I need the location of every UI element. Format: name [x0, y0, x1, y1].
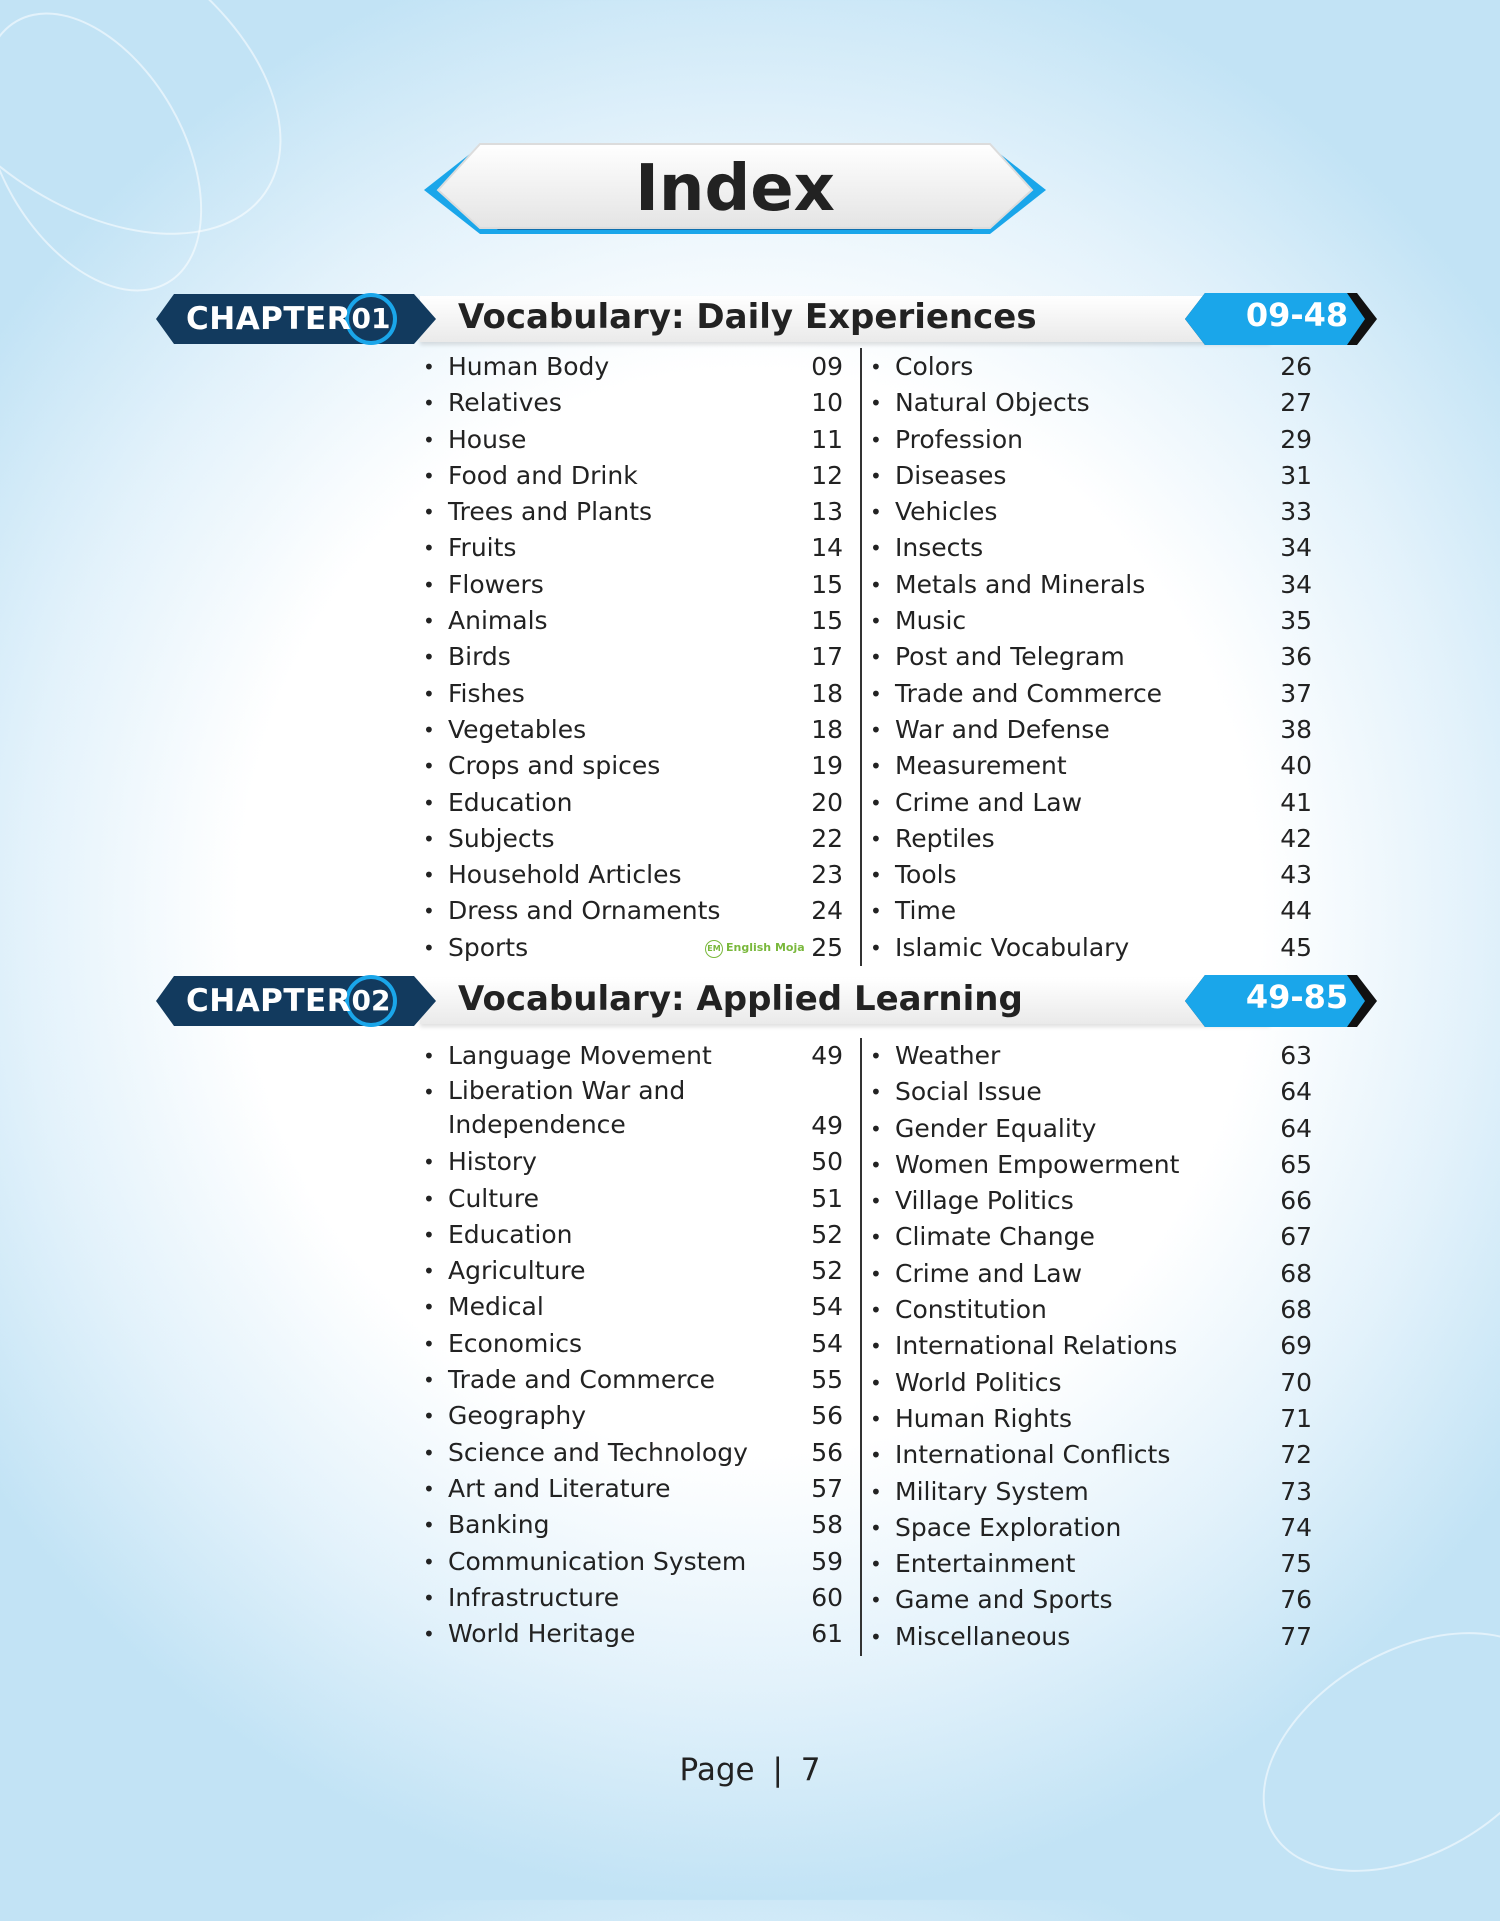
list-item[interactable]: • Tools 43 [870, 857, 1300, 893]
entry-label: Islamic Vocabulary [895, 932, 1130, 962]
list-item[interactable]: • International Relations 69 [870, 1328, 1300, 1364]
entry-label: World Politics [895, 1367, 1062, 1397]
entry-page: 11 [811, 424, 843, 454]
list-item[interactable]: • Human Body 09 [423, 349, 843, 385]
entry-page: 56 [811, 1401, 843, 1431]
list-item[interactable]: • Vehicles 33 [870, 494, 1300, 530]
entry-label: Household Articles [448, 860, 682, 890]
entry-label: International Conflicts [895, 1440, 1171, 1470]
list-item[interactable]: • Education 20 [423, 785, 843, 821]
entry-page: 75 [1280, 1549, 1312, 1579]
entry-label: Communication System [448, 1546, 747, 1576]
entry-label: Education [448, 1219, 573, 1249]
list-item[interactable]: • Space Exploration 74 [870, 1510, 1300, 1546]
list-item[interactable]: • Trade and Commerce 55 [423, 1362, 843, 1398]
chapter-number: 01 [351, 302, 391, 335]
list-item[interactable]: • Household Articles 23 [423, 857, 843, 893]
list-item[interactable]: • Sports 25 [423, 930, 843, 966]
entry-page: 52 [811, 1219, 843, 1249]
entry-page: 20 [811, 787, 843, 817]
page-separator: | [772, 1752, 783, 1788]
entry-label: Birds [448, 642, 511, 672]
list-item[interactable]: • Liberation War and Independence 49 [423, 1074, 843, 1144]
entry-label: Crime and Law [895, 1258, 1083, 1288]
entry-page: 37 [1280, 678, 1312, 708]
entry-page: 61 [811, 1619, 843, 1649]
list-item[interactable]: • Crime and Law 68 [870, 1256, 1300, 1292]
entry-label: House [448, 424, 527, 454]
entry-page: 41 [1280, 787, 1312, 817]
list-item[interactable]: • Crime and Law 41 [870, 785, 1300, 821]
entry-page: 26 [1280, 352, 1312, 381]
list-item[interactable]: • Profession 29 [870, 422, 1300, 458]
entry-label: Vegetables [448, 714, 587, 744]
chapter-bar-01 [150, 292, 1380, 346]
entry-label: Human Rights [895, 1403, 1072, 1433]
entry-page: 58 [811, 1510, 843, 1540]
list-item[interactable]: • Colors 26 [870, 349, 1300, 385]
entry-label: Insects [895, 533, 984, 563]
entry-page: 35 [1280, 606, 1312, 636]
page-range: 09-48 [1245, 296, 1349, 334]
list-item[interactable]: • Weather 63 [870, 1038, 1300, 1074]
list-item[interactable]: • Birds 17 [423, 639, 843, 675]
chapter-label: CHAPTER [186, 983, 352, 1019]
list-item[interactable]: • Relatives 10 [423, 385, 843, 421]
list-item[interactable]: • Fishes 18 [423, 676, 843, 712]
list-item[interactable]: • Post and Telegram 36 [870, 639, 1300, 675]
entry-label: Flowers [448, 569, 544, 599]
entry-page: 54 [811, 1292, 843, 1322]
entry-label: Infrastructure [448, 1582, 620, 1612]
entry-label: International Relations [895, 1331, 1178, 1361]
list-item[interactable]: • Language Movement 49 [423, 1038, 843, 1074]
entry-label: Education [448, 787, 573, 817]
entry-label: Culture [448, 1183, 540, 1213]
list-item[interactable]: • Geography 56 [423, 1398, 843, 1434]
entry-page: 34 [1280, 533, 1312, 563]
list-item[interactable]: • House 11 [423, 422, 843, 458]
entry-page: 43 [1280, 860, 1312, 890]
entry-page: 25 [811, 932, 843, 962]
entry-label: Vehicles [895, 497, 998, 527]
page-number: 7 [800, 1752, 821, 1788]
entry-page: 31 [1280, 460, 1312, 490]
list-item[interactable]: • World Heritage 61 [423, 1616, 843, 1652]
entry-page: 18 [811, 714, 843, 744]
list-item[interactable]: • Trade and Commerce 37 [870, 676, 1300, 712]
entry-page: 57 [811, 1473, 843, 1503]
entry-label: Agriculture [448, 1256, 586, 1286]
entry-page: 42 [1280, 823, 1312, 853]
entry-label: Sports [448, 932, 529, 962]
page-word: Page [679, 1752, 755, 1788]
chapter-01-left-list [423, 349, 843, 966]
entry-label: Women Empowerment [895, 1149, 1180, 1179]
entry-label: Social Issue [895, 1077, 1042, 1107]
entry-page: 17 [811, 642, 843, 672]
entry-page: 15 [811, 569, 843, 599]
entry-label: Animals [448, 606, 548, 636]
entry-label: Economics [448, 1328, 583, 1358]
entry-page: 40 [1280, 751, 1312, 781]
entry-label: Miscellaneous [895, 1621, 1071, 1651]
list-item[interactable]: • War and Defense 38 [870, 712, 1300, 748]
list-item[interactable]: • Miscellaneous 77 [870, 1619, 1300, 1655]
list-item[interactable]: • Village Politics 66 [870, 1183, 1300, 1219]
entry-page: 60 [811, 1582, 843, 1612]
entry-label: Human Body [448, 352, 610, 381]
entry-label: Game and Sports [895, 1585, 1113, 1615]
entry-page: 56 [811, 1437, 843, 1467]
entry-page: 69 [1280, 1331, 1312, 1361]
list-item[interactable]: • International Conflicts 72 [870, 1437, 1300, 1473]
list-item[interactable]: • Banking 58 [423, 1507, 843, 1543]
entry-label: Weather [895, 1041, 1001, 1070]
entry-page: 63 [1280, 1041, 1312, 1070]
list-item[interactable]: • Animals 15 [423, 603, 843, 639]
entry-page: 49 [811, 1111, 843, 1141]
entry-page: 49 [811, 1041, 843, 1070]
entry-page: 29 [1280, 424, 1312, 454]
entry-label: Banking [448, 1510, 550, 1540]
list-item[interactable]: • Communication System 59 [423, 1544, 843, 1580]
entry-label: Fishes [448, 678, 525, 708]
list-item[interactable]: • Music 35 [870, 603, 1300, 639]
list-item[interactable]: • Entertainment 75 [870, 1546, 1300, 1582]
list-item[interactable]: • Islamic Vocabulary 45 [870, 930, 1300, 966]
entry-label: Measurement [895, 751, 1067, 781]
entry-page: 68 [1280, 1295, 1312, 1325]
entry-label: Gender Equality [895, 1113, 1097, 1143]
entry-page: 77 [1280, 1621, 1312, 1651]
chapter-01-right-list [870, 349, 1312, 966]
list-item[interactable]: • Natural Objects 27 [870, 385, 1300, 421]
entry-label: Subjects [448, 823, 555, 853]
list-item[interactable]: • Measurement 40 [870, 748, 1300, 784]
entry-page: 74 [1280, 1512, 1312, 1542]
list-item[interactable]: • Military System 73 [870, 1474, 1300, 1510]
entry-label: Liberation War and Independence [448, 1076, 686, 1140]
chapter-02-right-list [870, 1038, 1312, 1655]
list-item[interactable]: • Infrastructure 60 [423, 1580, 843, 1616]
entry-label: War and Defense [895, 714, 1110, 744]
entry-label: Music [895, 606, 967, 636]
list-item[interactable]: • Fruits 14 [423, 530, 843, 566]
entry-label: Village Politics [895, 1186, 1074, 1216]
entry-label: Reptiles [895, 823, 995, 853]
entry-page: 64 [1280, 1077, 1312, 1107]
entry-label: Science and Technology [448, 1437, 748, 1467]
entry-page: 59 [811, 1546, 843, 1576]
entry-page: 65 [1280, 1149, 1312, 1179]
entry-label: Colors [895, 352, 974, 381]
list-item[interactable]: • Time 44 [870, 893, 1300, 929]
entry-label: Art and Literature [448, 1473, 671, 1503]
entry-page: 70 [1280, 1367, 1312, 1397]
entry-label: Food and Drink [448, 460, 638, 490]
entry-page: 71 [1280, 1403, 1312, 1433]
entry-page: 66 [1280, 1186, 1312, 1216]
watermark-logo-icon: EM [705, 940, 723, 958]
entry-label: Military System [895, 1476, 1089, 1506]
list-item[interactable]: • Vegetables 18 [423, 712, 843, 748]
entry-page: 23 [811, 860, 843, 890]
list-item[interactable]: • Subjects 22 [423, 821, 843, 857]
entry-label: Crime and Law [895, 787, 1083, 817]
entry-page: 33 [1280, 497, 1312, 527]
entry-page: 54 [811, 1328, 843, 1358]
entry-page: 18 [811, 678, 843, 708]
list-item[interactable]: • Diseases 31 [870, 458, 1300, 494]
entry-label: Crops and spices [448, 751, 661, 781]
list-item[interactable]: • Game and Sports 76 [870, 1582, 1300, 1618]
entry-page: 24 [811, 896, 843, 926]
entry-page: 44 [1280, 896, 1312, 926]
entry-label: Tools [895, 860, 957, 890]
list-item[interactable]: • Metals and Minerals 34 [870, 567, 1300, 603]
list-item[interactable]: • Reptiles 42 [870, 821, 1300, 857]
list-item[interactable]: • World Politics 70 [870, 1365, 1300, 1401]
list-item[interactable]: • Gender Equality 64 [870, 1111, 1300, 1147]
entry-label: Constitution [895, 1295, 1047, 1325]
entry-label: Diseases [895, 460, 1007, 490]
entry-page: 76 [1280, 1585, 1312, 1615]
list-item[interactable]: • Crops and spices 19 [423, 748, 843, 784]
watermark: EM English Moja [705, 940, 805, 958]
entry-label: Time [895, 896, 957, 926]
page-title: Index [635, 152, 835, 226]
list-item[interactable]: • History 50 [423, 1144, 843, 1180]
entry-label: Dress and Ornaments [448, 896, 721, 926]
entry-page: 72 [1280, 1440, 1312, 1470]
entry-page: 22 [811, 823, 843, 853]
entry-page: 52 [811, 1256, 843, 1286]
entry-page: 45 [1280, 932, 1312, 962]
chapter-title: Vocabulary: Applied Learning [458, 979, 1023, 1019]
entry-label: Fruits [448, 533, 517, 563]
chapter-02-left-list [423, 1038, 843, 1652]
entry-label: Climate Change [895, 1222, 1095, 1252]
chapter-number: 02 [351, 984, 391, 1017]
list-item[interactable]: • Science and Technology 56 [423, 1435, 843, 1471]
entry-page: 12 [811, 460, 843, 490]
entry-page: 38 [1280, 714, 1312, 744]
entry-page: 14 [811, 533, 843, 563]
entry-label: Relatives [448, 388, 562, 418]
column-divider [860, 1038, 862, 1656]
entry-page: 13 [811, 497, 843, 527]
list-item[interactable]: • Culture 51 [423, 1181, 843, 1217]
entry-page: 55 [811, 1365, 843, 1395]
entry-label: Geography [448, 1401, 587, 1431]
list-item[interactable]: • Women Empowerment 65 [870, 1147, 1300, 1183]
list-item[interactable]: • Medical 54 [423, 1289, 843, 1325]
entry-label: Trees and Plants [448, 497, 653, 527]
entry-page: 36 [1280, 642, 1312, 672]
entry-label: Natural Objects [895, 388, 1090, 418]
entry-page: 27 [1280, 388, 1312, 418]
entry-page: 50 [811, 1147, 843, 1177]
entry-page: 64 [1280, 1113, 1312, 1143]
index-title-banner [420, 142, 1050, 238]
entry-label: Profession [895, 424, 1023, 454]
list-item[interactable]: • Insects 34 [870, 530, 1300, 566]
chapter-title: Vocabulary: Daily Experiences [458, 297, 1037, 337]
entry-page: 68 [1280, 1258, 1312, 1288]
chapter-bar-02 [150, 974, 1380, 1028]
chapter-label: CHAPTER [186, 301, 352, 337]
list-item[interactable]: • Trees and Plants 13 [423, 494, 843, 530]
page-range: 49-85 [1245, 978, 1349, 1016]
entry-label: Trade and Commerce [448, 1365, 716, 1395]
entry-label: Post and Telegram [895, 642, 1125, 672]
entry-page: 67 [1280, 1222, 1312, 1252]
entry-label: Medical [448, 1292, 544, 1322]
list-item[interactable]: • Agriculture 52 [423, 1253, 843, 1289]
list-item[interactable]: • Economics 54 [423, 1326, 843, 1362]
entry-page: 09 [811, 352, 843, 381]
entry-page: 51 [811, 1183, 843, 1213]
entry-page: 73 [1280, 1476, 1312, 1506]
entry-page: 34 [1280, 569, 1312, 599]
list-item[interactable]: • Education 52 [423, 1217, 843, 1253]
entry-label: World Heritage [448, 1619, 636, 1649]
list-item[interactable]: • Flowers 15 [423, 567, 843, 603]
entry-page: 19 [811, 751, 843, 781]
entry-label: Language Movement [448, 1041, 712, 1070]
entry-label: Space Exploration [895, 1512, 1122, 1542]
entry-label: History [448, 1147, 537, 1177]
entry-page: 10 [811, 388, 843, 418]
entry-label: Entertainment [895, 1549, 1076, 1579]
list-item[interactable]: • Art and Literature 57 [423, 1471, 843, 1507]
list-item[interactable]: • Food and Drink 12 [423, 458, 843, 494]
list-item[interactable]: • Social Issue 64 [870, 1074, 1300, 1110]
entry-label: Metals and Minerals [895, 569, 1146, 599]
entry-page: 15 [811, 606, 843, 636]
list-item[interactable]: • Dress and Ornaments 24 [423, 893, 843, 929]
list-item[interactable]: • Constitution 68 [870, 1292, 1300, 1328]
page-footer [0, 1752, 1500, 1788]
entry-label: Trade and Commerce [895, 678, 1163, 708]
list-item[interactable]: • Human Rights 71 [870, 1401, 1300, 1437]
column-divider [860, 348, 862, 966]
list-item[interactable]: • Climate Change 67 [870, 1219, 1300, 1255]
